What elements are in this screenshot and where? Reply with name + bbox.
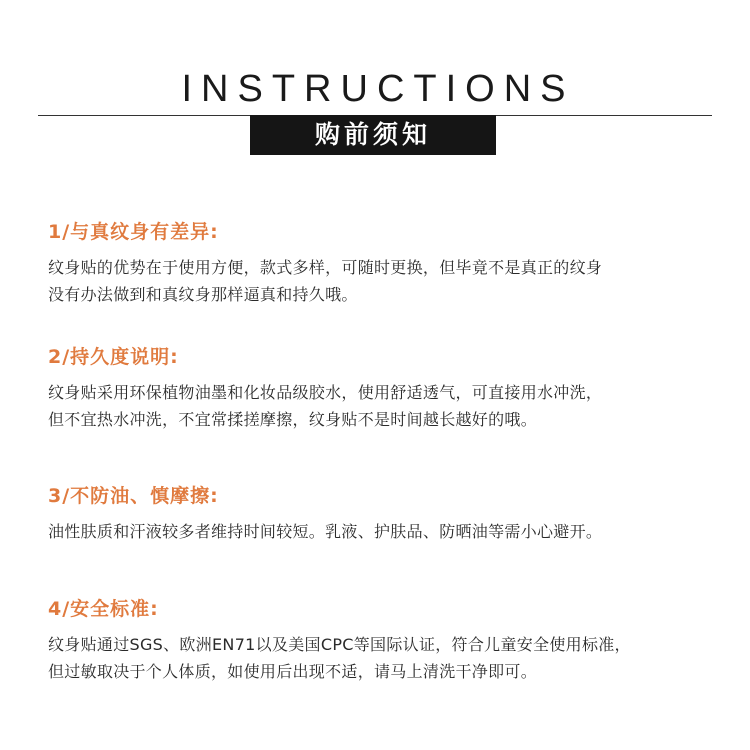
section-oil-friction xyxy=(48,484,728,545)
section-heading: 2/持久度说明: xyxy=(48,346,179,368)
section-body xyxy=(48,254,728,308)
section-body xyxy=(48,631,728,685)
page-subtitle: 购前须知 xyxy=(250,115,496,155)
body-line: 但不宜热水冲洗，不宜常揉搓摩擦，纹身贴不是时间越长越好的哦。 xyxy=(48,410,538,429)
body-line: 纹身贴采用环保植物油墨和化妆品级胶水，使用舒适透气，可直接用水冲洗， xyxy=(48,383,603,402)
body-line: 油性肤质和汗液较多者维持时间较短。乳液、护肤品、防晒油等需小心避开。 xyxy=(48,522,603,541)
section-body xyxy=(48,518,728,545)
section-difference xyxy=(48,220,728,308)
body-line: 没有办法做到和真纹身那样逼真和持久哦。 xyxy=(48,285,358,304)
section-heading: 4/安全标准: xyxy=(48,598,159,620)
body-line: 但过敏取决于个人体质，如使用后出现不适，请马上清洗干净即可。 xyxy=(48,662,538,681)
section-heading: 1/与真纹身有差异: xyxy=(48,221,219,243)
section-body xyxy=(48,379,728,433)
body-line: 纹身贴通过SGS、欧洲EN71以及美国CPC等国际认证，符合儿童安全使用标准， xyxy=(48,635,631,654)
section-heading: 3/不防油、慎摩擦: xyxy=(48,485,219,507)
body-line: 纹身贴的优势在于使用方便，款式多样，可随时更换，但毕竟不是真正的纹身 xyxy=(48,258,603,277)
section-safety xyxy=(48,597,728,685)
section-durability xyxy=(48,345,728,433)
page-title: INSTRUCTIONS xyxy=(181,68,575,110)
